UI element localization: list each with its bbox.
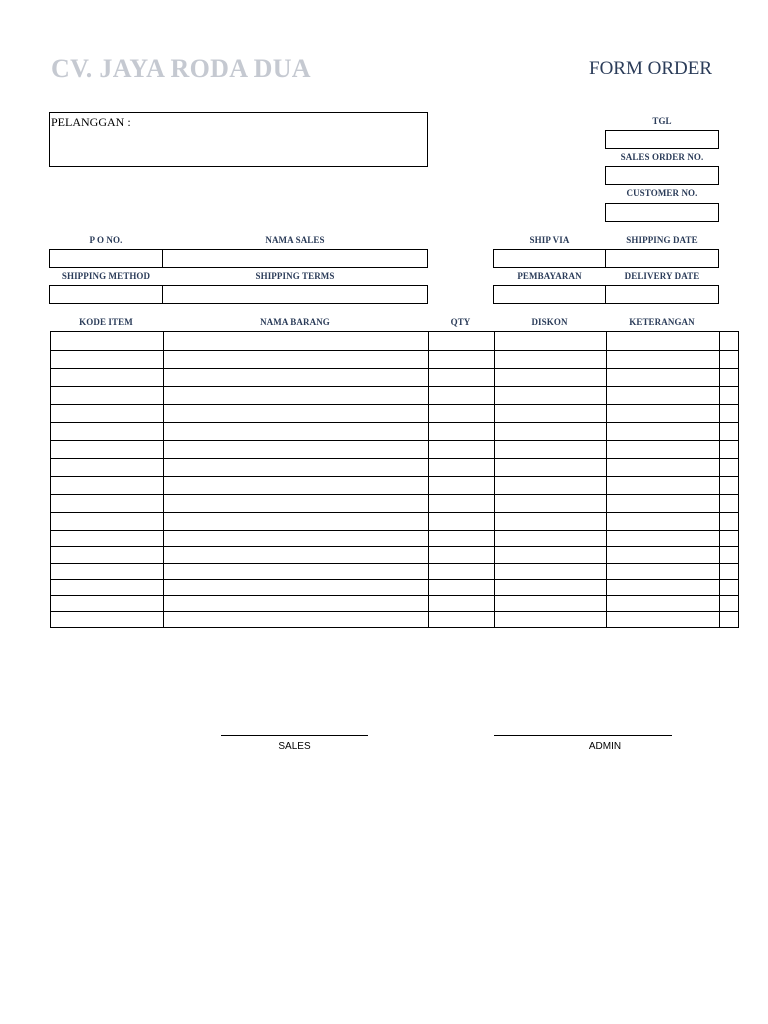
table-row (51, 477, 739, 495)
table-row (51, 531, 739, 547)
table-cell[interactable] (720, 405, 739, 423)
table-cell[interactable] (164, 564, 429, 580)
table-cell[interactable] (495, 495, 607, 513)
table-cell[interactable] (607, 547, 720, 564)
table-cell[interactable] (607, 531, 720, 547)
table-cell[interactable] (607, 387, 720, 405)
table-cell[interactable] (720, 580, 739, 596)
table-cell[interactable] (429, 369, 495, 387)
table-row (51, 405, 739, 423)
pembayaran-field[interactable] (493, 285, 606, 304)
table-cell[interactable] (607, 477, 720, 495)
table-cell[interactable] (607, 459, 720, 477)
sales-order-no-field[interactable] (605, 166, 719, 185)
table-cell[interactable] (495, 459, 607, 477)
table-cell[interactable] (495, 423, 607, 441)
table-cell[interactable] (720, 477, 739, 495)
table-cell[interactable] (429, 351, 495, 369)
table-cell[interactable] (720, 441, 739, 459)
table-cell[interactable] (51, 351, 164, 369)
table-cell[interactable] (720, 387, 739, 405)
shipping-terms-field[interactable] (162, 285, 428, 304)
table-cell[interactable] (607, 351, 720, 369)
table-cell[interactable] (720, 547, 739, 564)
customer-label: PELANGGAN : (51, 115, 131, 129)
table-cell[interactable] (164, 423, 429, 441)
table-cell[interactable] (495, 369, 607, 387)
table-cell[interactable] (495, 513, 607, 531)
table-cell[interactable] (429, 423, 495, 441)
table-cell[interactable] (51, 332, 164, 351)
table-row (51, 596, 739, 612)
items-table (50, 331, 739, 628)
sales-signature-line (221, 735, 368, 736)
table-row (51, 387, 739, 405)
table-cell[interactable] (495, 405, 607, 423)
table-cell[interactable] (429, 513, 495, 531)
table-cell[interactable] (429, 495, 495, 513)
table-cell[interactable] (51, 612, 164, 628)
po-no-field[interactable] (49, 249, 163, 268)
table-cell[interactable] (429, 405, 495, 423)
table-cell[interactable] (607, 612, 720, 628)
delivery-date-label: DELIVERY DATE (624, 271, 700, 281)
shipping-date-field[interactable] (605, 249, 719, 268)
table-cell[interactable] (607, 513, 720, 531)
table-cell[interactable] (51, 477, 164, 495)
table-cell[interactable] (607, 405, 720, 423)
table-cell[interactable] (51, 459, 164, 477)
sales-order-no-label: SALES ORDER NO. (620, 152, 704, 162)
table-cell[interactable] (495, 387, 607, 405)
admin-signature-line (494, 735, 672, 736)
table-cell[interactable] (51, 580, 164, 596)
nama-sales-label: NAMA SALES (265, 235, 325, 245)
col-kode-item: KODE ITEM (79, 317, 133, 327)
table-cell[interactable] (720, 369, 739, 387)
table-row (51, 441, 739, 459)
pembayaran-label: PEMBAYARAN (517, 271, 582, 281)
table-cell[interactable] (164, 332, 429, 351)
table-cell[interactable] (164, 441, 429, 459)
table-cell[interactable] (164, 547, 429, 564)
table-cell[interactable] (429, 477, 495, 495)
table-row (51, 612, 739, 628)
table-cell[interactable] (51, 369, 164, 387)
table-cell[interactable] (164, 477, 429, 495)
table-cell[interactable] (51, 495, 164, 513)
form-title: FORM ORDER (589, 58, 712, 79)
table-cell[interactable] (429, 531, 495, 547)
shipping-date-label: SHIPPING DATE (626, 235, 698, 245)
table-cell[interactable] (495, 547, 607, 564)
table-row (51, 459, 739, 477)
table-cell[interactable] (495, 596, 607, 612)
table-cell[interactable] (720, 513, 739, 531)
table-row (51, 369, 739, 387)
sales-signature-label: SALES (278, 741, 311, 752)
table-cell[interactable] (720, 459, 739, 477)
table-cell[interactable] (429, 547, 495, 564)
table-cell[interactable] (607, 495, 720, 513)
table-cell[interactable] (607, 580, 720, 596)
delivery-date-field[interactable] (605, 285, 719, 304)
table-cell[interactable] (164, 580, 429, 596)
table-cell[interactable] (51, 441, 164, 459)
customer-box[interactable] (49, 112, 428, 167)
table-cell[interactable] (164, 387, 429, 405)
tgl-field[interactable] (605, 130, 719, 149)
col-keterangan: KETERANGAN (629, 317, 695, 327)
table-cell[interactable] (51, 547, 164, 564)
shipping-method-label: SHIPPING METHOD (61, 271, 151, 281)
table-cell[interactable] (429, 612, 495, 628)
table-cell[interactable] (164, 513, 429, 531)
table-cell[interactable] (164, 531, 429, 547)
ship-via-field[interactable] (493, 249, 606, 268)
company-name: CV. JAYA RODA DUA (51, 54, 311, 83)
table-cell[interactable] (429, 441, 495, 459)
table-row (51, 423, 739, 441)
table-cell[interactable] (51, 423, 164, 441)
shipping-terms-label: SHIPPING TERMS (255, 271, 335, 281)
table-cell[interactable] (51, 513, 164, 531)
table-cell[interactable] (51, 387, 164, 405)
table-cell[interactable] (164, 459, 429, 477)
table-row (51, 547, 739, 564)
table-cell[interactable] (607, 441, 720, 459)
table-cell[interactable] (720, 612, 739, 628)
table-cell[interactable] (164, 405, 429, 423)
table-cell[interactable] (164, 351, 429, 369)
customer-no-field[interactable] (605, 203, 719, 222)
table-cell[interactable] (607, 596, 720, 612)
table-cell[interactable] (495, 564, 607, 580)
table-cell[interactable] (429, 459, 495, 477)
table-row (51, 513, 739, 531)
tgl-label: TGL (652, 116, 672, 126)
table-cell[interactable] (495, 612, 607, 628)
table-cell[interactable] (429, 332, 495, 351)
table-cell[interactable] (164, 369, 429, 387)
table-cell[interactable] (720, 495, 739, 513)
table-cell[interactable] (720, 531, 739, 547)
col-qty: QTY (450, 317, 471, 327)
table-cell[interactable] (164, 612, 429, 628)
col-diskon: DISKON (531, 317, 568, 327)
table-row (51, 351, 739, 369)
col-nama-barang: NAMA BARANG (260, 317, 330, 327)
table-cell[interactable] (495, 332, 607, 351)
table-cell[interactable] (429, 387, 495, 405)
table-cell[interactable] (720, 423, 739, 441)
table-cell[interactable] (720, 596, 739, 612)
nama-sales-field[interactable] (162, 249, 428, 268)
table-cell[interactable] (51, 596, 164, 612)
table-row (51, 580, 739, 596)
table-cell[interactable] (51, 531, 164, 547)
table-cell[interactable] (51, 564, 164, 580)
table-cell[interactable] (495, 441, 607, 459)
table-cell[interactable] (495, 580, 607, 596)
table-cell[interactable] (720, 351, 739, 369)
table-row (51, 495, 739, 513)
table-cell[interactable] (164, 495, 429, 513)
table-cell[interactable] (720, 564, 739, 580)
table-cell[interactable] (495, 531, 607, 547)
table-row (51, 332, 739, 351)
shipping-method-field[interactable] (49, 285, 163, 304)
admin-signature-label: ADMIN (588, 741, 622, 752)
table-cell[interactable] (607, 332, 720, 351)
table-cell[interactable] (607, 369, 720, 387)
po-no-label: P O NO. (89, 235, 123, 245)
table-cell[interactable] (429, 564, 495, 580)
table-cell[interactable] (51, 405, 164, 423)
table-row (51, 564, 739, 580)
table-cell[interactable] (429, 580, 495, 596)
table-cell[interactable] (495, 351, 607, 369)
ship-via-label: SHIP VIA (529, 235, 570, 245)
items-table-body (51, 332, 739, 628)
table-cell[interactable] (607, 564, 720, 580)
table-cell[interactable] (495, 477, 607, 495)
table-cell[interactable] (607, 423, 720, 441)
table-cell[interactable] (429, 596, 495, 612)
table-cell[interactable] (164, 596, 429, 612)
table-cell[interactable] (720, 332, 739, 351)
customer-no-label: CUSTOMER NO. (626, 188, 698, 198)
